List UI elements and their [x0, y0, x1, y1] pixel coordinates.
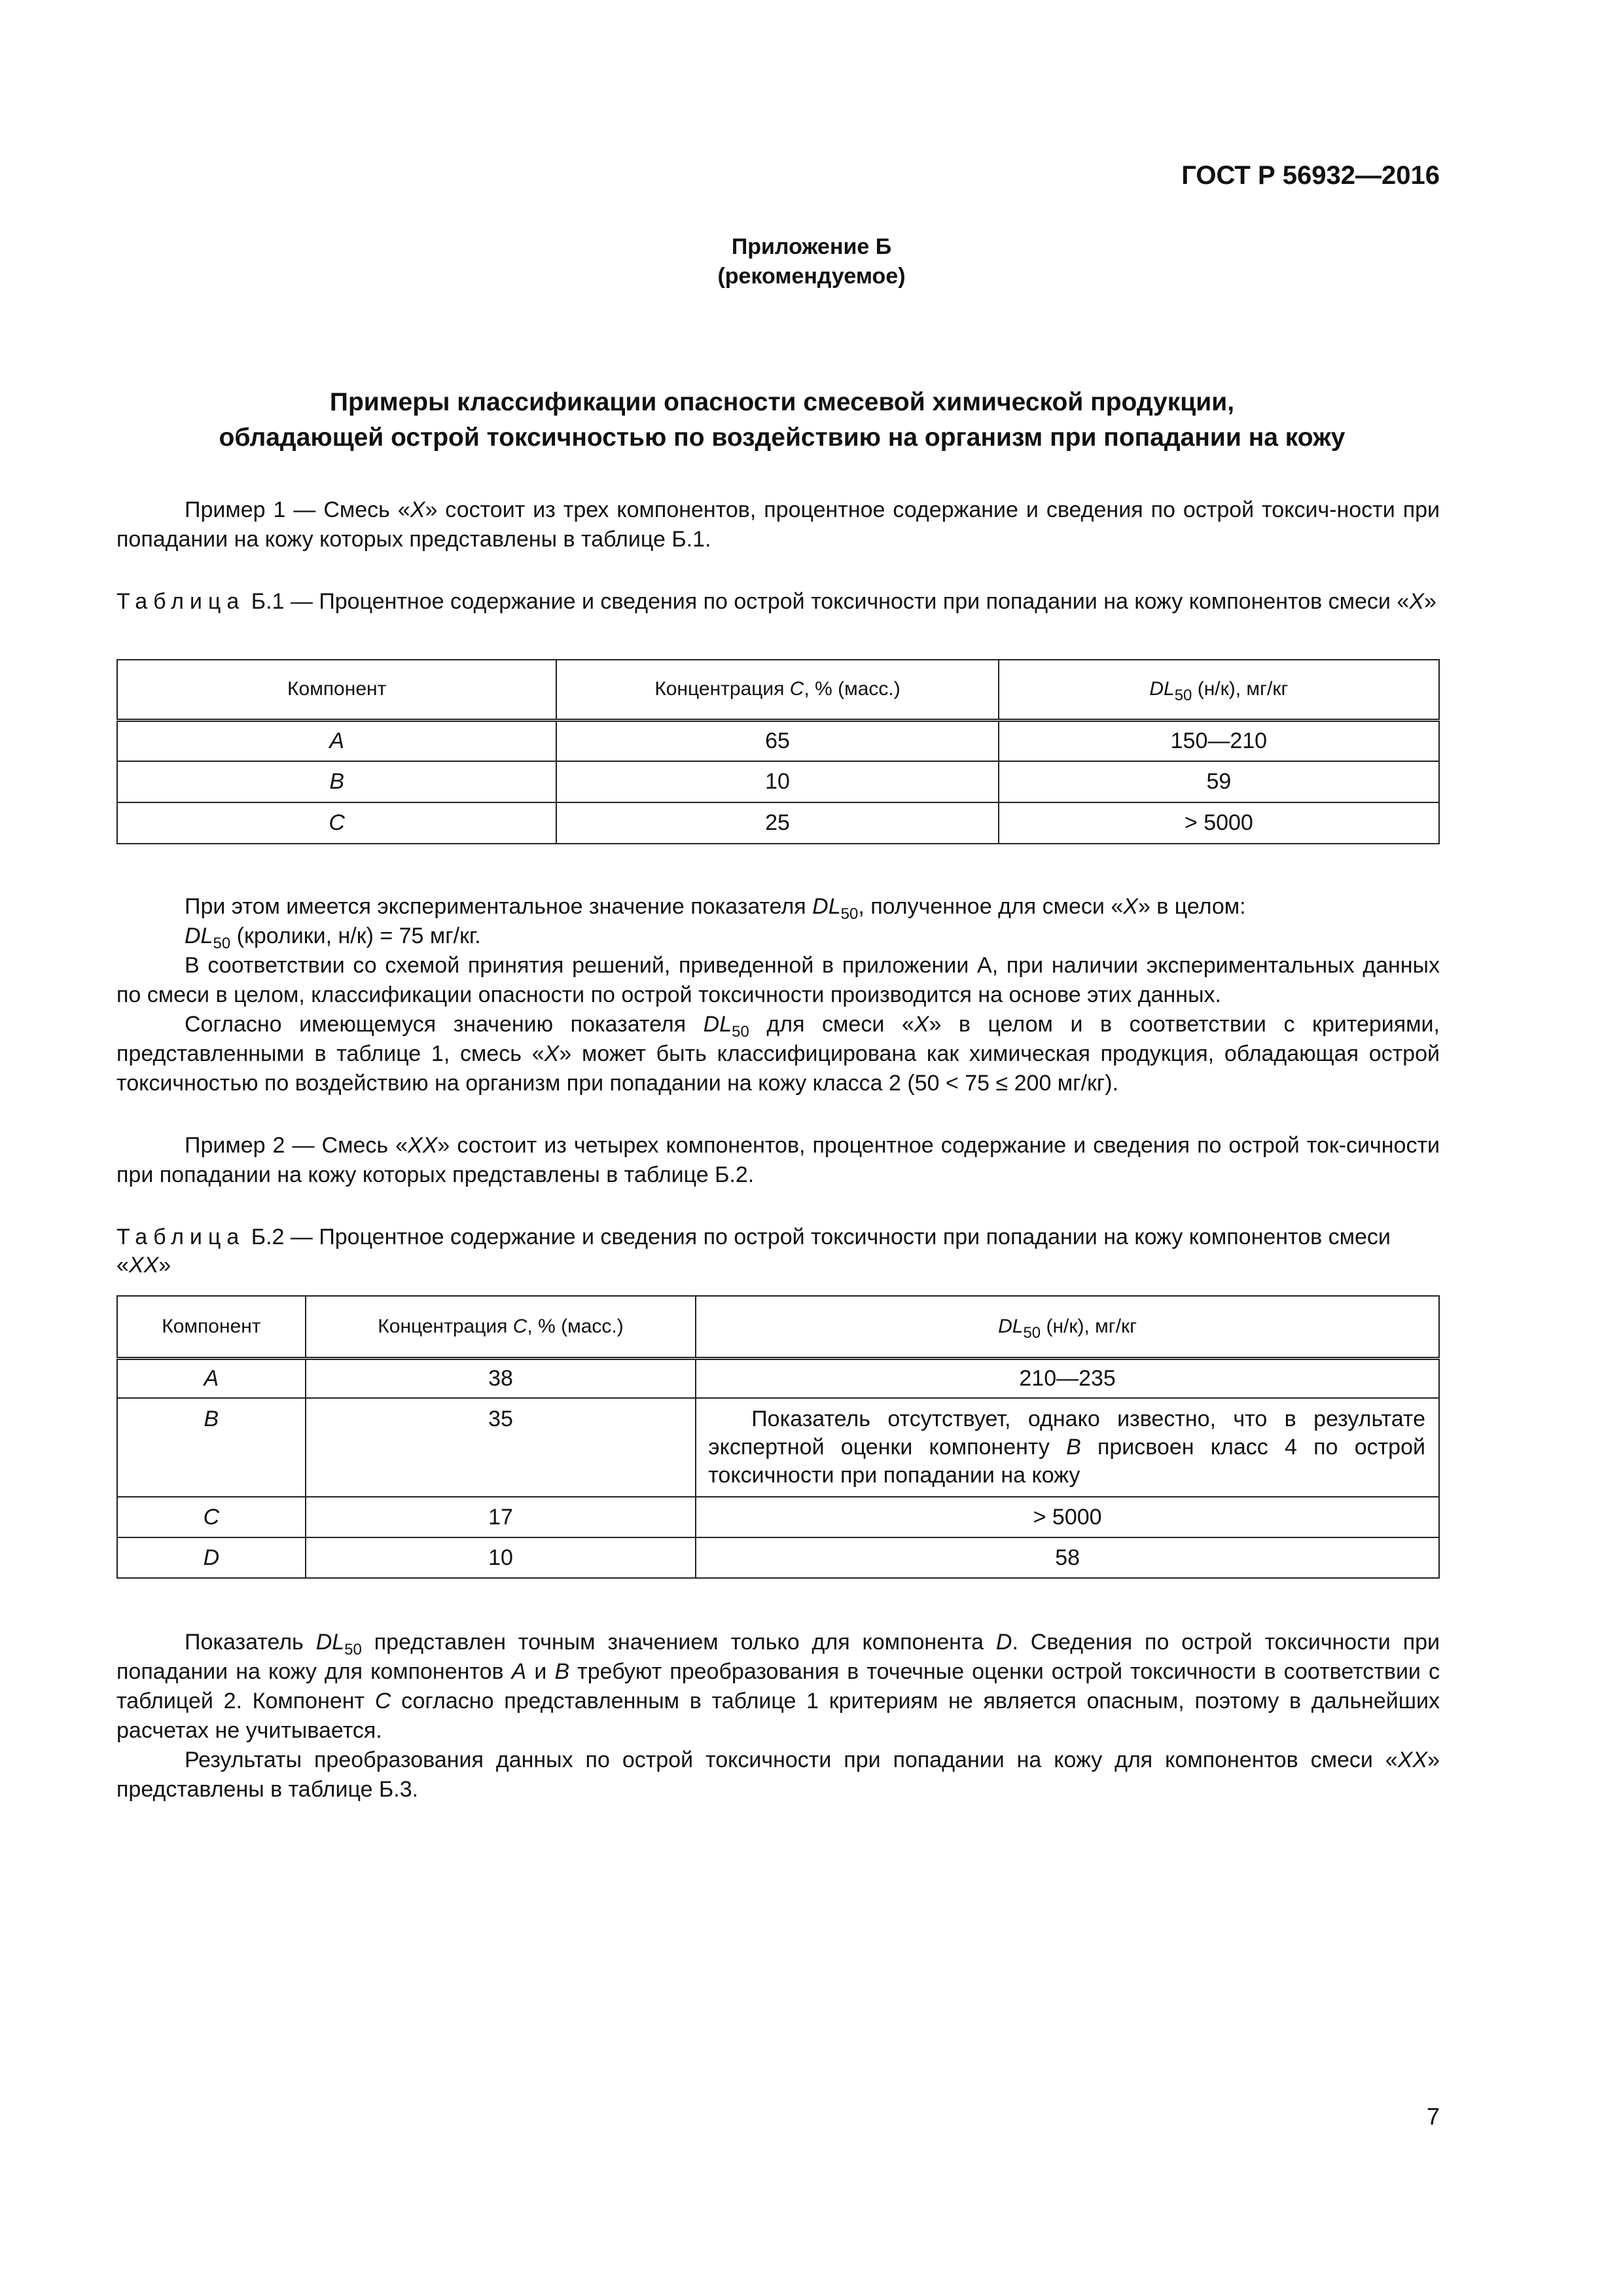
table2-cell-component: C [117, 1497, 306, 1537]
page-number: 7 [1426, 2103, 1440, 2130]
table1 [116, 659, 1440, 844]
table2-caption: Таблица Б.2 — Процентное содержание и сведения по острой токсичности при попадании на кожу компонентов смеси «XX» [116, 1225, 1391, 1278]
example2-intro: Пример 2 — Смесь «XX» состоит из четырех компонентов, процентное содержание и сведения по острой ток-сичности при попадании на кожу которых представлены в таблице Б.2. [116, 1133, 1440, 1187]
table2-cell-component: B [117, 1398, 306, 1497]
table2-cell-concentration: 17 [306, 1497, 696, 1537]
table-row [117, 1358, 1439, 1398]
table1-cell-component: A [117, 720, 556, 761]
table-row [117, 1537, 1439, 1578]
table-row [117, 720, 1439, 761]
table1-cell-dl50: > 5000 [999, 802, 1439, 844]
main-title-line1: Примеры классификации опасности смесевой химической продукции, [329, 388, 1235, 416]
table1-header-concentration: Концентрация C, % (масс.) [556, 660, 998, 720]
text2-paragraph2: Результаты преобразования данных по острой токсичности при попадании на кожу для компонентов смеси «XX» представлены в таблице Б.3. [116, 1748, 1440, 1802]
document-code: ГОСТ Р 56932—2016 [1181, 161, 1440, 190]
table1-cell-dl50: 150—210 [999, 720, 1439, 761]
table2-cell-component: A [117, 1358, 306, 1398]
table1-caption: Таблица Б.1 — Процентное содержание и сведения по острой токсичности при попадании на кожу компонентов смеси «X» [116, 589, 1436, 614]
text1-paragraph3: В соответствии со схемой принятия решений, приведенной в приложении А, при наличии экспериментальных данных по смеси в целом, классификации опасности по острой токсичности производится на основе этих данных. [116, 953, 1440, 1007]
text2-paragraph1: Показатель $DL_{50}$ представлен точным значением только для компонента D. Сведения по острой токсичности при попадании на кожу для компонентов A и B требуют преобразования в точечные оценки острой токсичности в соответствии с таблицей 2. Компонент C согласно представленным в таблице 1 критериям не является опасным, поэтому в дальнейших расчетах не учитывается. [116, 1630, 1440, 1743]
table-row [117, 761, 1439, 802]
table2-header-component: Компонент [117, 1296, 306, 1358]
main-title-line2: обладающей острой токсичностью по воздействию на организм при попадании на кожу [219, 423, 1346, 452]
table2-cell-concentration: 38 [306, 1358, 696, 1398]
table1-cell-dl50: 59 [999, 761, 1439, 802]
table2-cell-concentration: 10 [306, 1537, 696, 1578]
table2-cell-dl50: 58 [696, 1537, 1439, 1578]
table2-cell-dl50: 210—235 [696, 1358, 1439, 1398]
table1-cell-component: C [117, 802, 556, 844]
table2-cell-concentration: 35 [306, 1398, 696, 1497]
table1-cell-component: B [117, 761, 556, 802]
table2-header-dl50: $DL_{50}$ (н/к), мг/кг [696, 1296, 1439, 1358]
table1-cell-concentration: 10 [556, 761, 998, 802]
table1-cell-concentration: 65 [556, 720, 998, 761]
table1-header-dl50: $DL_{50}$ (н/к), мг/кг [999, 660, 1439, 720]
table2-cell-dl50: > 5000 [696, 1497, 1439, 1537]
table1-header-component: Компонент [117, 660, 556, 720]
appendix-title: Приложение Б [731, 234, 892, 259]
appendix-status: (рекомендуемое) [717, 264, 906, 289]
table2-cell-dl50: Показатель отсутствует, однако известно, что в результате экспертной оценки компоненту B присвоен класс 4 по острой токсичности при попадании на кожу [696, 1398, 1439, 1497]
table2-cell-component: D [117, 1537, 306, 1578]
table1-cell-concentration: 25 [556, 802, 998, 844]
table2 [116, 1295, 1440, 1579]
table-row [117, 802, 1439, 844]
table2-header-concentration: Концентрация C, % (масс.) [306, 1296, 696, 1358]
text1-paragraph4: Согласно имеющемуся значению показателя $DL_{50}$ для смеси «X» в целом и в соответствии с критериями, представленными в таблице 1, смесь «X» может быть классифицирована как химическая продукция, обладающая острой токсичностью по воздействию на организм при попадании на кожу класса 2 (50 < 75 ≤ 200 мг/кг). [116, 1012, 1440, 1096]
text1-paragraph1: При этом имеется экспериментальное значение показателя $DL_{50}$, полученное для смеси «X» в целом: [185, 894, 1246, 923]
text1-paragraph2: $DL_{50}$ (кролики, н/к) = 75 мг/кг. [185, 924, 481, 952]
table-row [117, 1497, 1439, 1537]
table-row [117, 1398, 1439, 1497]
example1-intro: Пример 1 — Смесь «X» состоит из трех компонентов, процентное содержание и сведения по острой токсич-ности при попадании на кожу которых представлены в таблице Б.1. [116, 497, 1440, 552]
